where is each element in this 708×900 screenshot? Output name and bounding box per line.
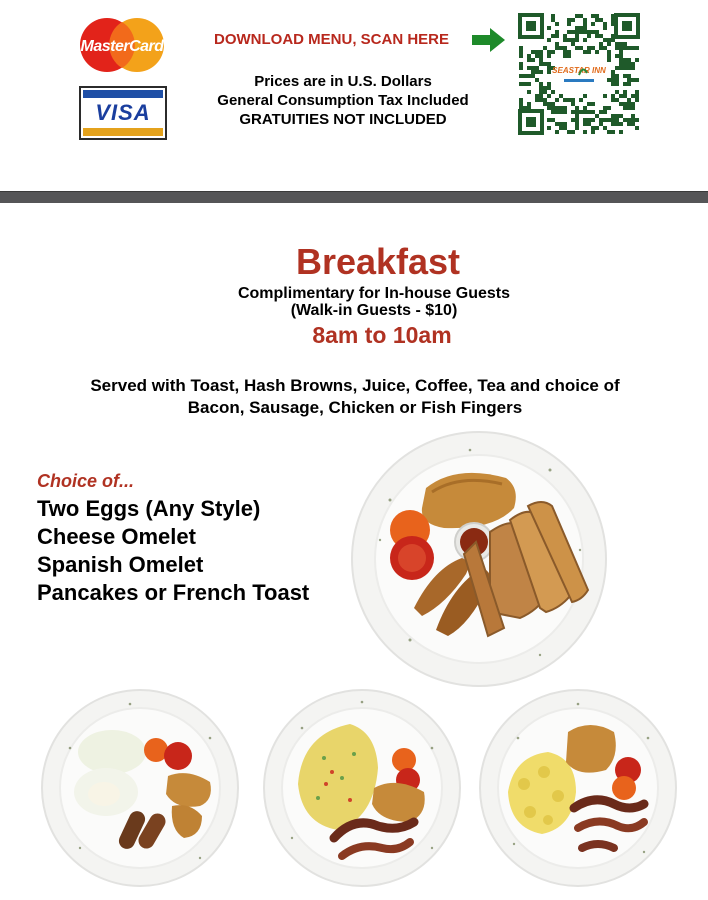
svg-text:MasterCard: MasterCard: [80, 38, 164, 55]
fried-eggs-sausage-plate-image: [40, 688, 240, 888]
breakfast-plate-toast-chicken-image: [350, 430, 608, 688]
complimentary-note: Complimentary for In-house Guests: [237, 285, 511, 302]
download-menu-text: DOWNLOAD MENU, SCAN HERE: [214, 31, 449, 48]
qr-code[interactable]: [516, 11, 642, 137]
choice-label: Choice of...: [37, 471, 135, 491]
header-divider: [0, 191, 708, 203]
served-with-line-1: Served with Toast, Hash Browns, Juice, Coffee, Tea and choice of: [90, 376, 620, 395]
price-line-currency: Prices are in U.S. Dollars: [254, 73, 432, 90]
scrambled-eggs-bacon-plate-image: [478, 688, 678, 888]
arrow-right-icon: [472, 27, 506, 53]
choice-item: Cheese Omelet: [37, 524, 196, 549]
choice-item: Two Eggs (Any Style): [37, 496, 261, 521]
section-title: Breakfast: [295, 241, 461, 282]
price-notice: [180, 72, 506, 129]
mastercard-logo: [76, 16, 168, 74]
served-with-line-2: Bacon, Sausage, Chicken or Fish Fingers: [187, 398, 523, 417]
omelet-bacon-plate-image: [262, 688, 462, 888]
serving-hours: 8am to 10am: [312, 322, 452, 348]
choice-item: Spanish Omelet: [37, 552, 204, 577]
price-line-tax: General Consumption Tax Included: [217, 92, 469, 109]
price-line-gratuities: GRATUITIES NOT INCLUDED: [239, 111, 447, 128]
walk-in-price: (Walk-in Guests - $10): [290, 302, 458, 319]
choice-list: [37, 495, 309, 607]
served-with-description: [40, 375, 670, 419]
choice-item: Pancakes or French Toast: [37, 580, 310, 605]
visa-logo: VISA: [79, 86, 167, 140]
qr-center-logo: SEASTAR INN: [552, 66, 606, 75]
